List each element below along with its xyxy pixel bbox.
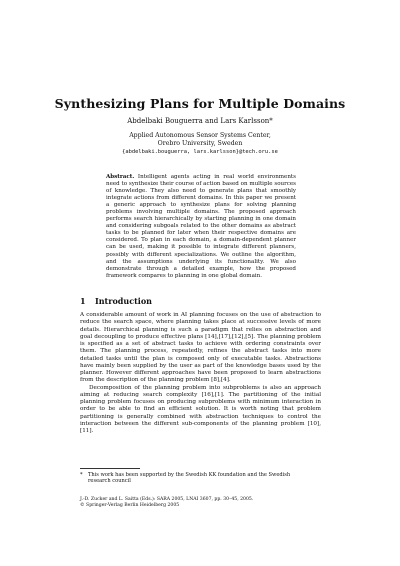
abstract-label: Abstract. (106, 174, 135, 180)
abstract (106, 174, 296, 280)
copyright-line: © Springer-Verlag Berlin Heidelberg 2005 (80, 502, 180, 508)
paper-title: Synthesizing Plans for Multiple Domains (54, 96, 346, 111)
affiliation-line-1: Applied Autonomous Sensor Systems Center, (129, 132, 271, 139)
footnote-rule (80, 468, 140, 469)
paper-authors: Abdelbaki Bouguerra and Lars Karlsson* (127, 117, 273, 125)
section-heading (80, 296, 320, 306)
citation-line-1: J.-D. Zucker and L. Saitta (Eds.): SARA 2005, LNAI 3607, pp. 30–45, 2005. (80, 497, 254, 502)
author-emails: {abdelbaki.bouguerra, lars.karlsson}@tech.oru.se (122, 149, 278, 155)
footnote-line-2: research council (88, 478, 131, 485)
publication-citation (80, 497, 321, 509)
section-number: 1 (80, 296, 86, 306)
abstract-text: Intelligent agents acting in real world environments need to synthesize their course of action based on multiple sources of knowledge. They also need to generate plans that smoothly integrate actions from different domains. In this paper we present a generic approach to synthesize plans for solving planning problems involving multiple domains. The proposed approach performs search hierarchically by starting planning in one domain and considering subgoals related to the other domains as abstract tasks to be planned for later when their respective domains are considered. To plan in each domain, a domain-dependent planner can be used, making it possible to integrate different planners, possibly with different specializations. We outline the algorithm, and the assumptions underlying its functionality. We also demonstrate through a detailed example, how the proposed framework compares to planning in one global domain. (106, 174, 296, 279)
footnote (80, 472, 321, 485)
section-body (80, 312, 321, 435)
affiliation-block (0, 132, 400, 156)
paragraph-2: Decomposition of the planning problem into subproblems is also an approach aiming at reducing search complexity [16],[1]. The partitioning of the initial planning problem focuses on producing subproblems with minimum interaction in order to be able to find an efficient solution. It is worth noting that problem partitioning is generally combined with abstraction techniques to control the interaction between the different sub-components of the planning problem [10],[11]. (80, 384, 321, 434)
section-title: Introduction (95, 296, 152, 306)
footnote-mark: * (80, 472, 83, 478)
footnote-line-1: This work has been supported by the Swedish KK foundation and the Swedish (88, 472, 291, 478)
affiliation-line-2: Orebro University, Sweden (157, 140, 243, 147)
paragraph-1: A considerable amount of work in AI planning focuses on the use of abstraction to reduce the search space, where planning takes place at successive levels of more details. Hierarchical planning is such a paradigm that relies on abstraction and goal decoupling to produce effective plans [14],[17],[12],[5]. The planning problem is specified as a set of abstract tasks to achieve with ordering constraints over them. The planning process, repeatedly, refines the abstract tasks into more detailed tasks until the plan is composed only of executable tasks. Abstractions have mainly been supplied by the user as part of the knowledge bases used by the planner. However different approaches have been proposed to learn abstractions from the description of the planning problem [8],[4]. (80, 312, 321, 384)
